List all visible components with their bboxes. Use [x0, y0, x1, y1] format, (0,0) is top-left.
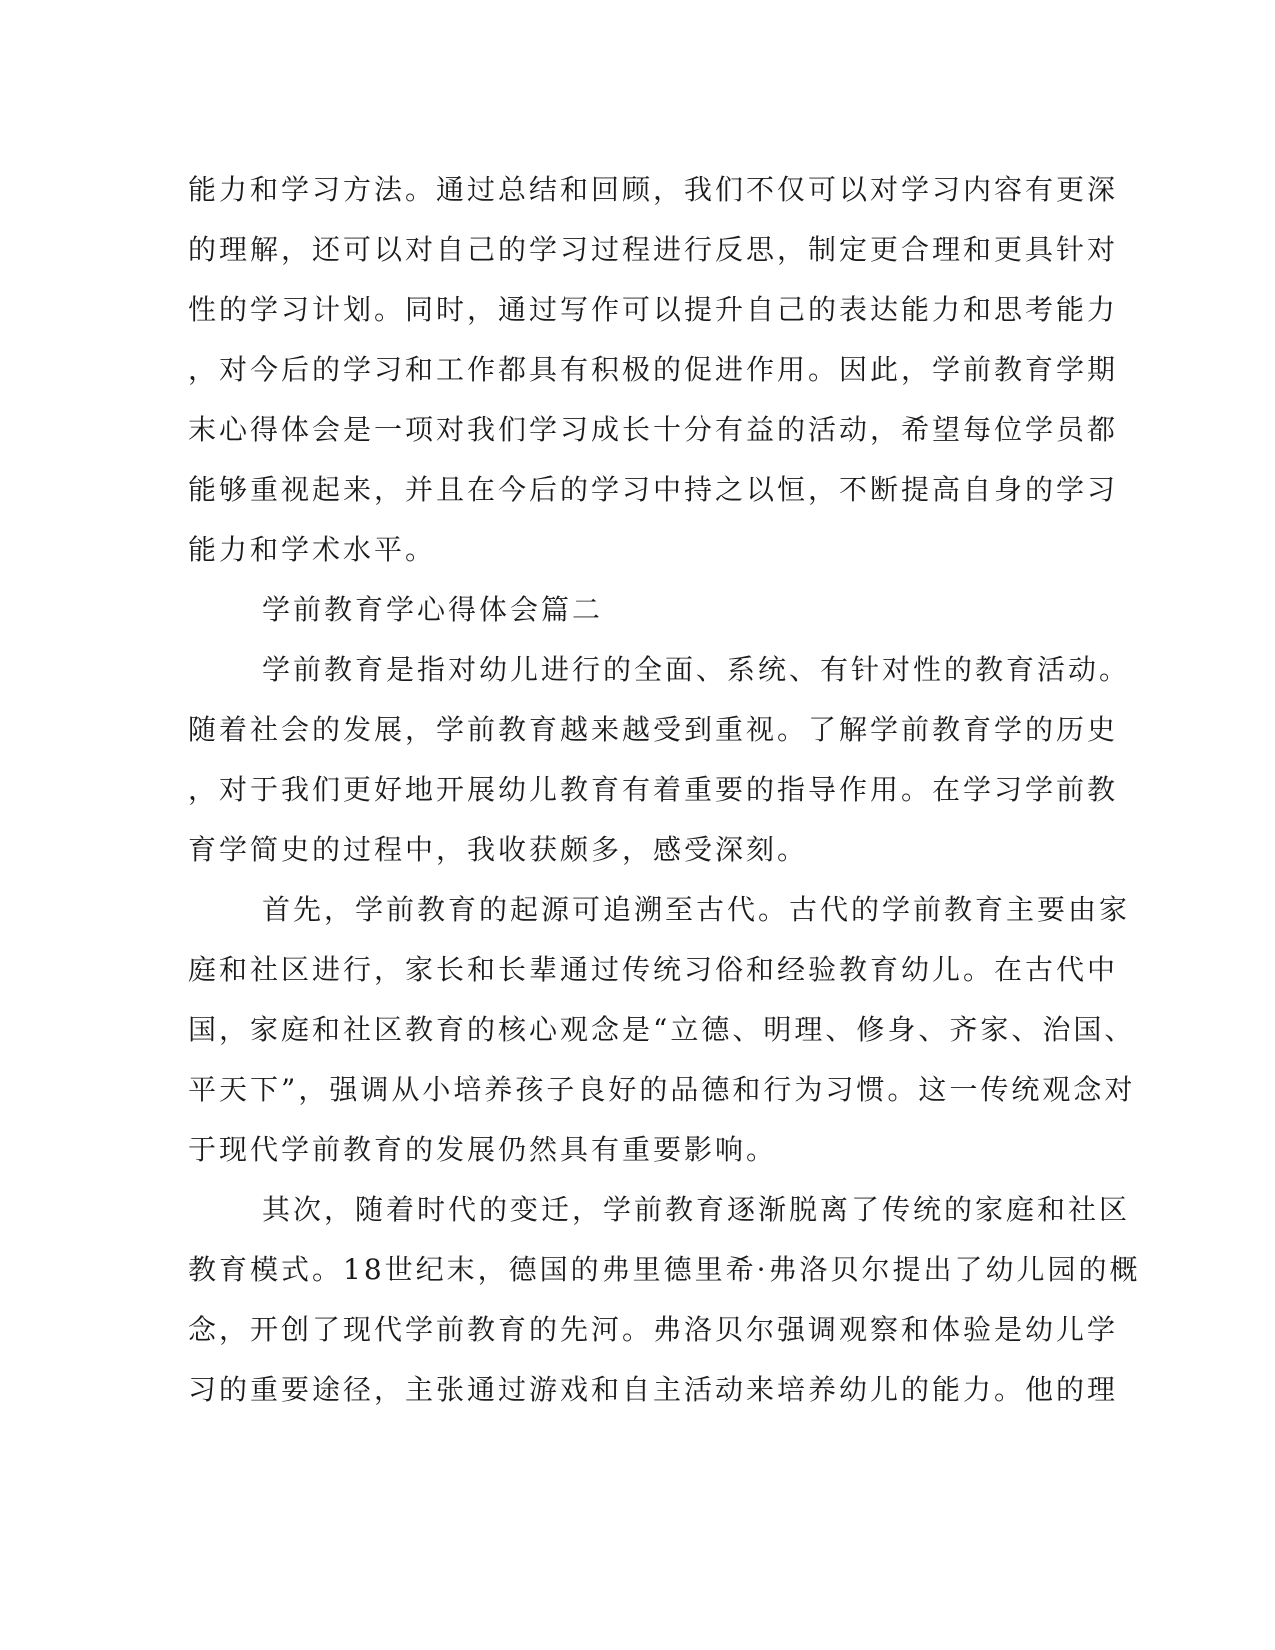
text-line: ，对今后的学习和工作都具有积极的促进作用。因此，学前教育学期	[188, 353, 1119, 386]
text-line: 庭和社区进行，家长和长辈通过传统习俗和经验教育幼儿。在古代中	[188, 953, 1119, 986]
text-line: 念，开创了现代学前教育的先河。弗洛贝尔强调观察和体验是幼儿学	[188, 1313, 1119, 1346]
text-line: 习的重要途径，主张通过游戏和自主活动来培养幼儿的能力。他的理	[188, 1373, 1119, 1406]
text-line: 首先，学前教育的起源可追溯至古代。古代的学前教育主要由家	[262, 893, 1131, 926]
document-body	[188, 160, 1141, 1420]
text-line: 于现代学前教育的发展仍然具有重要影响。	[188, 1133, 778, 1166]
text-line: 能够重视起来，并且在今后的学习中持之以恒，不断提高自身的学习	[188, 473, 1119, 506]
text-line: 能力和学术水平。	[188, 533, 437, 566]
text-line: ，对于我们更好地开展幼儿教育有着重要的指导作用。在学习学前教	[188, 773, 1119, 806]
text-line: 能力和学习方法。通过总结和回顾，我们不仅可以对学习内容有更深	[188, 173, 1119, 206]
text-line: 育学简史的过程中，我收获颇多，感受深刻。	[188, 833, 809, 866]
section-heading: 学前教育学心得体会篇二	[262, 593, 604, 626]
text-line: 末心得体会是一项对我们学习成长十分有益的活动，希望每位学员都	[188, 413, 1119, 446]
text-line: 学前教育是指对幼儿进行的全面、系统、有针对性的教育活动。	[262, 653, 1131, 686]
text-line: 随着社会的发展，学前教育越来越受到重视。了解学前教育学的历史	[188, 713, 1119, 746]
text-line: 性的学习计划。同时，通过写作可以提升自己的表达能力和思考能力	[188, 293, 1119, 326]
text-line: 教育模式。18世纪末，德国的弗里德里希·弗洛贝尔提出了幼儿园的概	[188, 1253, 1141, 1286]
text-line: 的理解，还可以对自己的学习过程进行反思，制定更合理和更具针对	[188, 233, 1119, 266]
text-line: 其次，随着时代的变迁，学前教育逐渐脱离了传统的家庭和社区	[262, 1193, 1131, 1226]
text-line: 国，家庭和社区教育的核心观念是“立德、明理、修身、齐家、治国、	[188, 1013, 1136, 1046]
text-line: 平天下”，强调从小培养孩子良好的品德和行为习惯。这一传统观念对	[188, 1073, 1136, 1106]
